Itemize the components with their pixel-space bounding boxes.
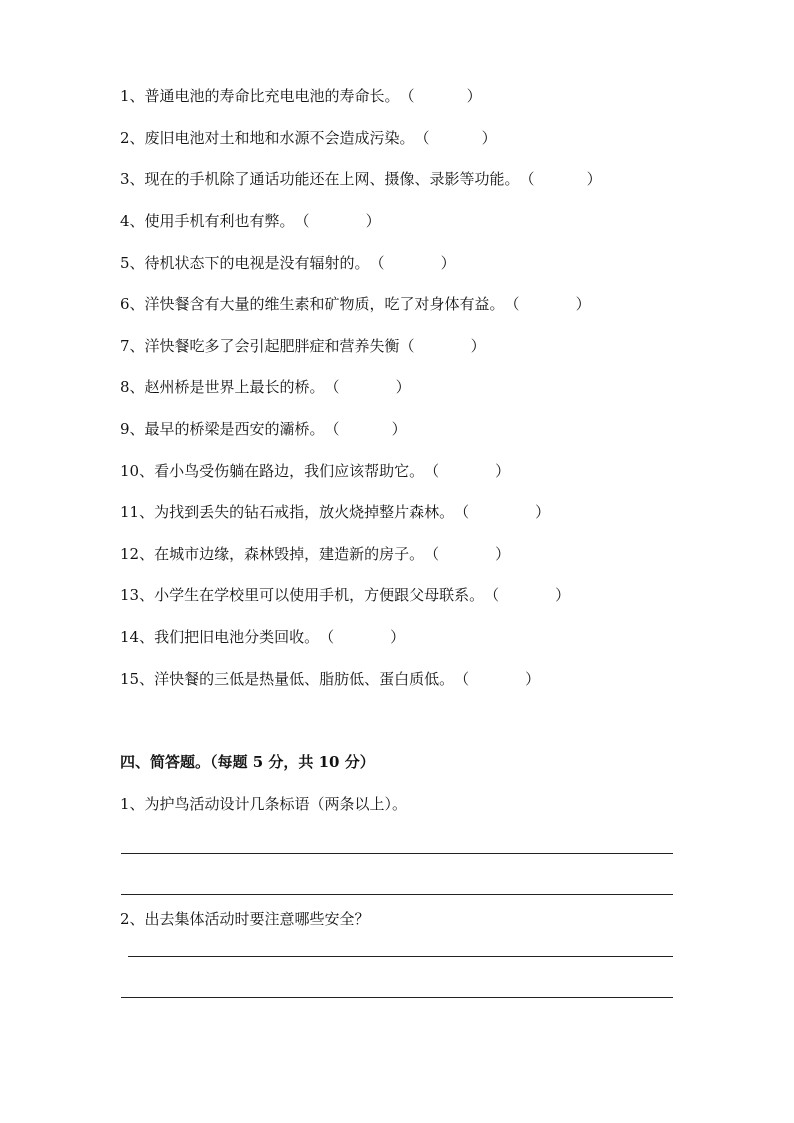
answer-paren-open: （ [424,545,440,563]
statement-12 [120,544,510,564]
statement-text: 1、普通电池的寿命比充电电池的寿命长。 [120,87,400,105]
statement-13 [120,585,570,605]
statement-8 [120,377,411,397]
statement-text: 13、小学生在学校里可以使用手机，方便跟父母联系。 [120,586,485,604]
answer-paren-open: （ [399,337,415,355]
statement-text: 5、待机状态下的电视是没有辐射的。 [120,254,370,272]
statement-9 [120,419,407,439]
statement-4 [120,211,381,231]
statement-text: 12、在城市边缘，森林毁掉，建造新的房子。 [120,545,425,563]
answer-paren-open: （ [424,462,440,480]
answer-line[interactable] [128,956,673,957]
answer-paren-close: ） [535,503,551,521]
answer-paren-close: ） [586,170,602,188]
answer-paren-close: ） [365,212,381,230]
answer-paren-open: （ [504,295,520,313]
statement-15 [120,669,540,689]
answer-paren-open: （ [324,420,340,438]
statement-text: 6、洋快餐含有大量的维生素和矿物质，吃了对身体有益。 [120,295,505,313]
answer-paren-close: ） [466,87,482,105]
answer-paren-open: （ [484,586,500,604]
answer-line[interactable] [121,853,673,854]
statement-7 [120,336,486,356]
answer-paren-close: ） [555,586,571,604]
statement-text: 15、洋快餐的三低是热量低、脂肪低、蛋白质低。 [120,670,455,688]
answer-paren-close: ） [495,462,511,480]
statement-5 [120,253,456,273]
statement-text: 3、现在的手机除了通话功能还在上网、摄像、录影等功能。 [120,170,520,188]
statement-text: 10、看小鸟受伤躺在路边，我们应该帮助它。 [120,462,425,480]
statement-11 [120,502,550,522]
answer-paren-close: ） [391,420,407,438]
statement-text: 8、赵州桥是世界上最长的桥。 [120,378,325,396]
answer-paren-open: （ [519,170,535,188]
statement-text: 11、为找到丢失的钻石戒指，放火烧掉整片森林。 [120,503,455,521]
answer-paren-close: ） [481,129,497,147]
statement-text: 7、洋快餐吃多了会引起肥胖症和营养失衡 [120,337,400,355]
answer-paren-close: ） [495,545,511,563]
section-heading-short-answer: 四、简答题。（每题 5 分，共 10 分） [120,753,375,771]
statement-2 [120,128,497,148]
statement-text: 2、废旧电池对土和地和水源不会造成污染。 [120,129,415,147]
statement-text: 14、我们把旧电池分类回收。 [120,628,320,646]
answer-paren-close: ） [525,670,541,688]
answer-paren-open: （ [414,129,430,147]
short-answer-question-2: 2、出去集体活动时要注意哪些安全？ [120,910,370,928]
statement-text: 9、最早的桥梁是西安的灞桥。 [120,420,325,438]
statement-6 [120,294,591,314]
answer-line[interactable] [121,894,673,895]
statement-10 [120,461,510,481]
statement-text: 4、使用手机有利也有弊。 [120,212,295,230]
answer-paren-open: （ [399,87,415,105]
statement-3 [120,169,602,189]
answer-paren-close: ） [440,254,456,272]
short-answer-question-1: 1、为护鸟活动设计几条标语（两条以上）。 [120,795,408,813]
answer-paren-close: ） [575,295,591,313]
answer-paren-open: （ [454,503,470,521]
answer-paren-open: （ [454,670,470,688]
statement-14 [120,627,405,647]
answer-paren-close: ） [390,628,406,646]
answer-paren-open: （ [369,254,385,272]
answer-paren-open: （ [294,212,310,230]
answer-line[interactable] [121,997,673,998]
answer-paren-open: （ [324,378,340,396]
answer-paren-close: ） [395,378,411,396]
statement-1 [120,86,482,106]
answer-paren-close: ） [470,337,486,355]
answer-paren-open: （ [319,628,335,646]
